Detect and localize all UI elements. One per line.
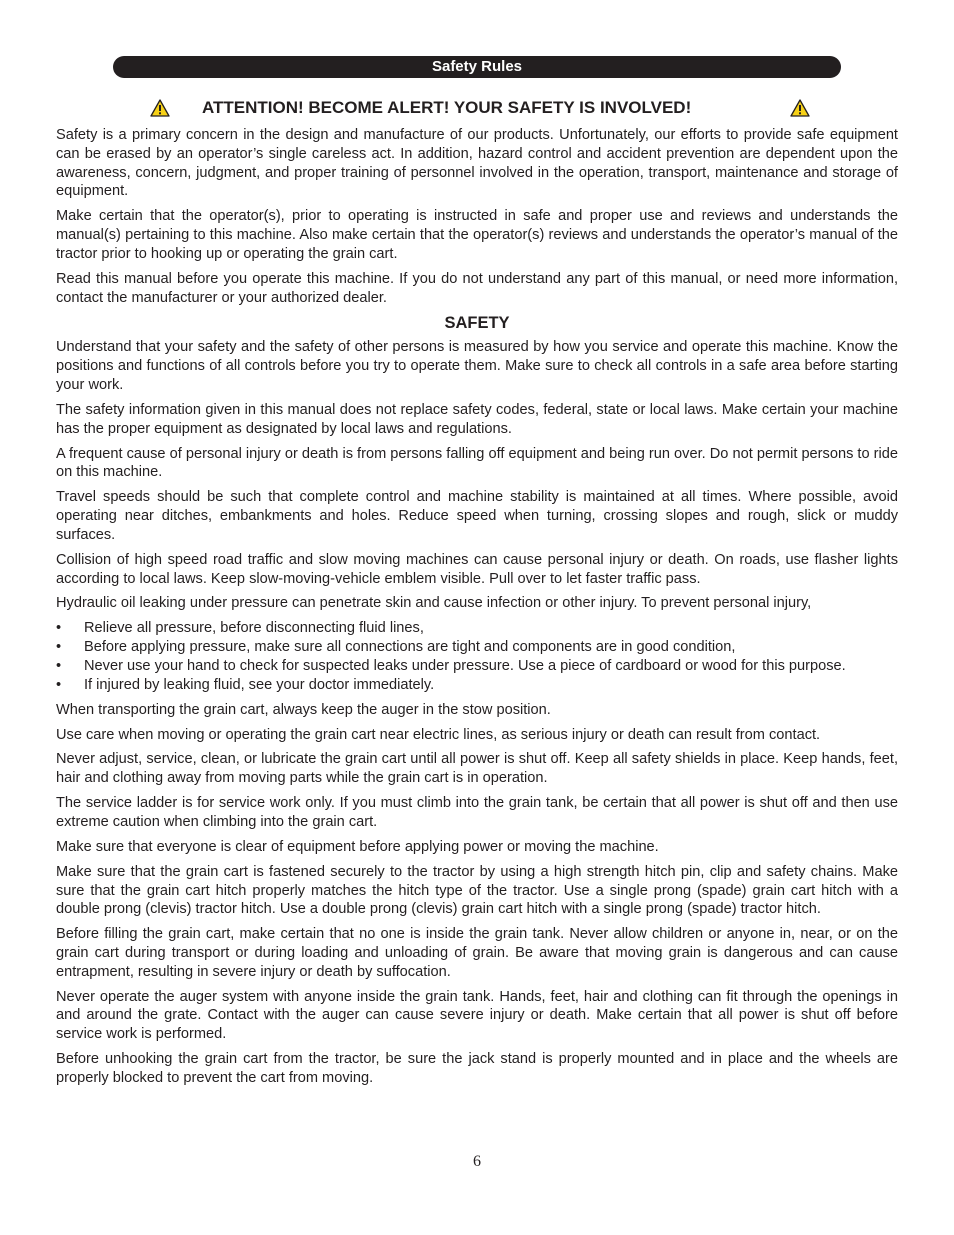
attention-text: ATTENTION! BECOME ALERT! YOUR SAFETY IS INVOLVED! [202, 98, 692, 117]
warning-triangle-icon [790, 99, 810, 117]
attention-banner [150, 98, 820, 120]
safety-paragraph: Make sure that everyone is clear of equipment before applying power or moving the machine. [56, 838, 659, 855]
safety-heading: SAFETY [444, 314, 510, 333]
safety-paragraph: The service ladder is for service work only. If you must climb into the grain tank, be certain that all power is shut off and then use extreme caution when climbing into the grain cart. [56, 795, 898, 830]
intro-paragraph: Read this manual before you operate this machine. If you do not understand any part of this manual, or need more information, contact the manufacturer or your authorized dealer. [56, 270, 898, 306]
bullet-marker: • [56, 639, 62, 656]
safety-paragraph: Understand that your safety and the safety of other persons is measured by how you service and operate this machine. Know the positions and functions of all controls before you try to operate them. Make sure to check all controls in a safe area before starting your work. [56, 339, 898, 394]
safety-paragraph: A frequent cause of personal injury or death is from persons falling off equipment and being run over. Do not permit persons to ride on this machine. [56, 445, 898, 481]
list-item: • Never use your hand to check for suspected leaks under pressure. Use a piece of cardboard or wood for this purpose. [56, 657, 846, 674]
safety-paragraph: Collision of high speed road traffic and slow moving machines can cause personal injury or death. On roads, use flasher lights according to local laws. Keep slow-moving-vehicle emblem visible. Pull over to let faster traffic pass. [56, 551, 898, 587]
safety-paragraph: Before unhooking the grain cart from the tractor, be sure the jack stand is properly mounted and in place and the wheels are properly blocked to prevent the cart from moving. [56, 1051, 898, 1086]
safety-paragraph: Never adjust, service, clean, or lubricate the grain cart until all power is shut off. Keep all safety shields in place. Keep hands, feet, hair and clothing away from moving parts while the grain cart is in operation. [56, 751, 898, 787]
bullet-marker: • [56, 657, 62, 674]
warning-triangle-icon [150, 99, 170, 117]
list-item: • Before applying pressure, make sure all connections are tight and components are in good condition, [56, 639, 736, 656]
safety-paragraph: Before filling the grain cart, make certain that no one is inside the grain tank. Never allow children or anyone in, near, or on the grain cart during transport or during loading and unloading of grain. Be aware that moving grain is dangerous and can cause entrapment, resulting in severe injury or death by suffocation. [56, 926, 898, 980]
safety-paragraph: Make sure that the grain cart is fastened securely to the tractor by using a high strength hitch pin, clip and safety chains. Make sure that the grain cart hitch properly matches the hitch type of the tractor. Use a single prong (spade) grain cart hitch with a double prong (clevis) tractor hitch. Use a double prong (clevis) grain cart hitch with a single prong (spade) tractor hitch. [56, 863, 898, 918]
safety-paragraph: Use care when moving or operating the grain cart near electric lines, as serious injury or death can result from contact. [56, 726, 821, 743]
intro-paragraph: Safety is a primary concern in the design and manufacture of our products. Unfortunately, our efforts to provide safe equipment can be erased by an operator’s single careless act. In addition, hazard control and accident prevention are dependent upon the awareness, concern, judgment, and proper training of personnel involved in the operation, transport, maintenance and storage of equipment. [56, 127, 898, 200]
hydraulic-bullet-list [56, 619, 898, 694]
safety-paragraph: Hydraulic oil leaking under pressure can penetrate skin and cause infection or other injury. To prevent personal injury, [56, 595, 812, 612]
intro-paragraph: Make certain that the operator(s), prior to operating is instructed in safe and proper use and reviews and understands the manual(s) pertaining to this machine. Also make certain that the operator(s) reviews and understands the operator’s manual of the tractor prior to hooking up or operating the grain cart. [56, 208, 898, 262]
list-item: • Relieve all pressure, before disconnecting fluid lines, [56, 620, 424, 637]
list-item: • If injured by leaking fluid, see your doctor immediately. [56, 676, 435, 693]
page-content [56, 126, 898, 1094]
bullet-marker: • [56, 676, 62, 693]
section-header-bar [113, 56, 841, 78]
intro-section [56, 126, 898, 307]
page-number: 6 [473, 1153, 481, 1170]
safety-paragraph: The safety information given in this manual does not replace safety codes, federal, state or local laws. Make certain your machine has the proper equipment as designated by local laws and regulations. [56, 401, 898, 437]
bullet-marker: • [56, 620, 62, 637]
safety-paragraph: Never operate the auger system with anyone inside the grain tank. Hands, feet, hair and clothing can fit through the openings in and around the grate. Contact with the auger can cause severe injury or death. Make certain that all power is shut off before service work is performed. [56, 988, 898, 1043]
safety-paragraph: When transporting the grain cart, always keep the auger in the stow position. [56, 701, 551, 718]
safety-section [56, 338, 898, 1087]
safety-paragraph: Travel speeds should be such that complete control and machine stability is maintained at all times. Where possible, avoid operating near ditches, embankments and holes. Reduce speed when turning, crossing slopes and rough, slick or muddy surfaces. [56, 489, 898, 543]
section-title: Safety Rules [431, 58, 523, 75]
